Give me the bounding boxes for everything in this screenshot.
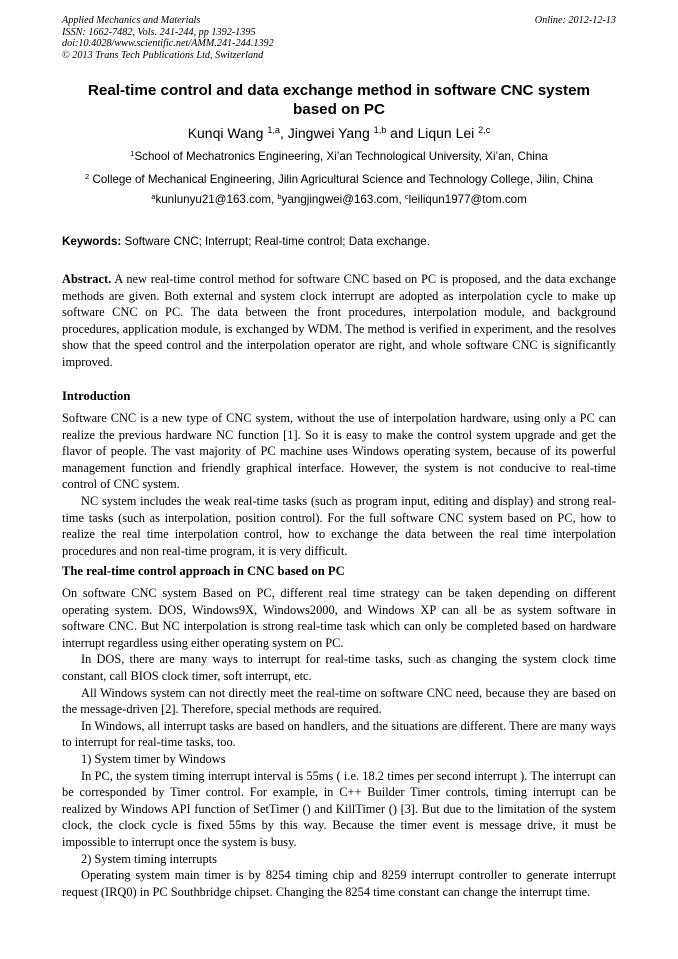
- list-item-heading: 1) System timer by Windows: [81, 751, 226, 766]
- email-b-mark: b: [277, 191, 282, 201]
- issn-line: ISSN: 1662-7482, Vols. 241-244, pp 1392-1395: [62, 26, 256, 38]
- paragraph: In PC, the system timing interrupt interval is 55ms ( i.e. 18.2 times per second interrupt ). The interrupt can be corresponded by Timer control. For example, in C++ Builder Timer controls, timing interrupt can be realized by Windows API function of SetTimer () and KillTimer () [3]. But due to the limitation of the system clock, the clock cycle is fixed 55ms by this way. Because the timer event is message drive, it must be impossible to interrupt once the system is busy.: [62, 768, 616, 849]
- affiliation-2: [62, 173, 616, 187]
- email-c[interactable]: leiliqun1977@tom.com: [408, 193, 527, 206]
- email-a-mark: a: [151, 191, 156, 201]
- keywords-text: Software CNC; Interrupt; Real-time control; Data exchange.: [121, 235, 430, 248]
- paragraph: In DOS, there are many ways to interrupt for real-time tasks, such as changing the system clock time constant, call BIOS clock timer, soft interrupt, etc.: [62, 652, 616, 683]
- copyright-line: © 2013 Trans Tech Publications Ltd, Switzerland: [62, 49, 264, 61]
- paragraph: All Windows system can not directly meet the real-time on software CNC need, because they are based on the message-driven [2]. Therefore, special methods are required.: [62, 685, 616, 717]
- author-1: Kunqi Wang: [187, 125, 268, 141]
- affiliation-1-mark: 1: [130, 148, 135, 158]
- author-3-affil: 2,c: [478, 125, 491, 135]
- author-1-affil: 1,a: [267, 125, 280, 135]
- author-2-affil: 1,b: [373, 125, 387, 135]
- keywords-label: Keywords:: [62, 235, 122, 248]
- email-b[interactable]: yangjingwei@163.com,: [281, 193, 405, 206]
- author-3: Liqun Lei: [417, 125, 479, 141]
- realtime-section: [62, 585, 616, 900]
- abstract: [62, 271, 616, 371]
- affiliation-1: [62, 150, 616, 164]
- affiliation-2-text: College of Mechanical Engineering, Jilin Agricultural Science and Technology College, Jilin, China: [89, 173, 593, 186]
- paragraph: Operating system main timer is by 8254 timing chip and 8259 interrupt controller to generate interrupt request (IRQ0) in PC Southbridge chipset. Changing the 8254 time constant can change the interrupt time.: [62, 868, 616, 899]
- title-line-2: based on PC: [293, 101, 385, 118]
- author-2: Jingwei Yang: [287, 125, 374, 141]
- list-item-heading: 2) System timing interrupts: [81, 851, 217, 866]
- abstract-label: Abstract.: [62, 272, 112, 286]
- email-a[interactable]: kunlunyu21@163.com,: [155, 193, 278, 206]
- paragraph: On software CNC system Based on PC, different real time strategy can be taken depending on different operating system. DOS, Windows9X, Windows2000, and Windows XP can all be as system software in software CNC. But NC interpolation is strong real-time task which can only be completed based on hardware interrupt regardless using either operating system on PC.: [62, 586, 616, 650]
- paragraph: Software CNC is a new type of CNC system, without the use of interpolation hardware, using only a PC can realize the previous hardware NC function [1]. So it is easy to make the control system upgrade and get the flavor of people. The vast majority of PC machine uses Windows operating system, because of its powerful management function and friendly graphical interface. However, the system is not conducive to real-time control of CNC system.: [62, 411, 616, 492]
- title-line-1: Real-time control and data exchange method in software CNC system: [87, 82, 591, 99]
- paper-title: [62, 81, 616, 119]
- section-heading-realtime: The real-time control approach in CNC based on PC: [62, 564, 345, 578]
- author-separator: and: [386, 125, 418, 141]
- keywords: [62, 235, 616, 249]
- author-emails: [62, 193, 616, 207]
- author-list: [62, 124, 616, 142]
- affiliation-1-text: School of Mechatronics Engineering, Xi’an Technological University, Xi’an, China: [134, 150, 548, 163]
- email-c-mark: c: [404, 191, 409, 201]
- introduction-section: [62, 410, 616, 559]
- online-date: Online: 2012-12-13: [534, 15, 616, 26]
- paragraph: In Windows, all interrupt tasks are based on handlers, and the situations are different. There are many ways to interrupt for real-time tasks, too.: [62, 718, 616, 750]
- journal-header: [62, 15, 616, 61]
- doi-line[interactable]: doi:10.4028/www.scientific.net/AMM.241-244.1392: [62, 38, 274, 50]
- author-separator: ,: [279, 125, 288, 141]
- affiliation-2-mark: 2: [85, 171, 90, 181]
- journal-name: Applied Mechanics and Materials: [62, 15, 201, 26]
- section-heading-introduction: Introduction: [62, 389, 131, 403]
- abstract-text: A new real-time control method for software CNC based on PC is proposed, and the data exchange methods are given. Both external and system clock interrupt are adopted as interpolation cycle to make up software CNC on PC. The data between the front procedures, interpolation module, and background procedures, application module, is exchanged by WDM. The method is verified in experiment, and the resolves show that the speed control and the interpolation operator are right, and whole software CNC is significantly improved.: [62, 272, 616, 369]
- paragraph: NC system includes the weak real-time tasks (such as program input, editing and display) and strong real-time tasks (such as interpolation, position control). For the full software CNC system based on PC, how to realize the real time interpolation control, how to exchange the data between the real time interpolation procedures and non real-time program, it is very difficult.: [62, 493, 616, 558]
